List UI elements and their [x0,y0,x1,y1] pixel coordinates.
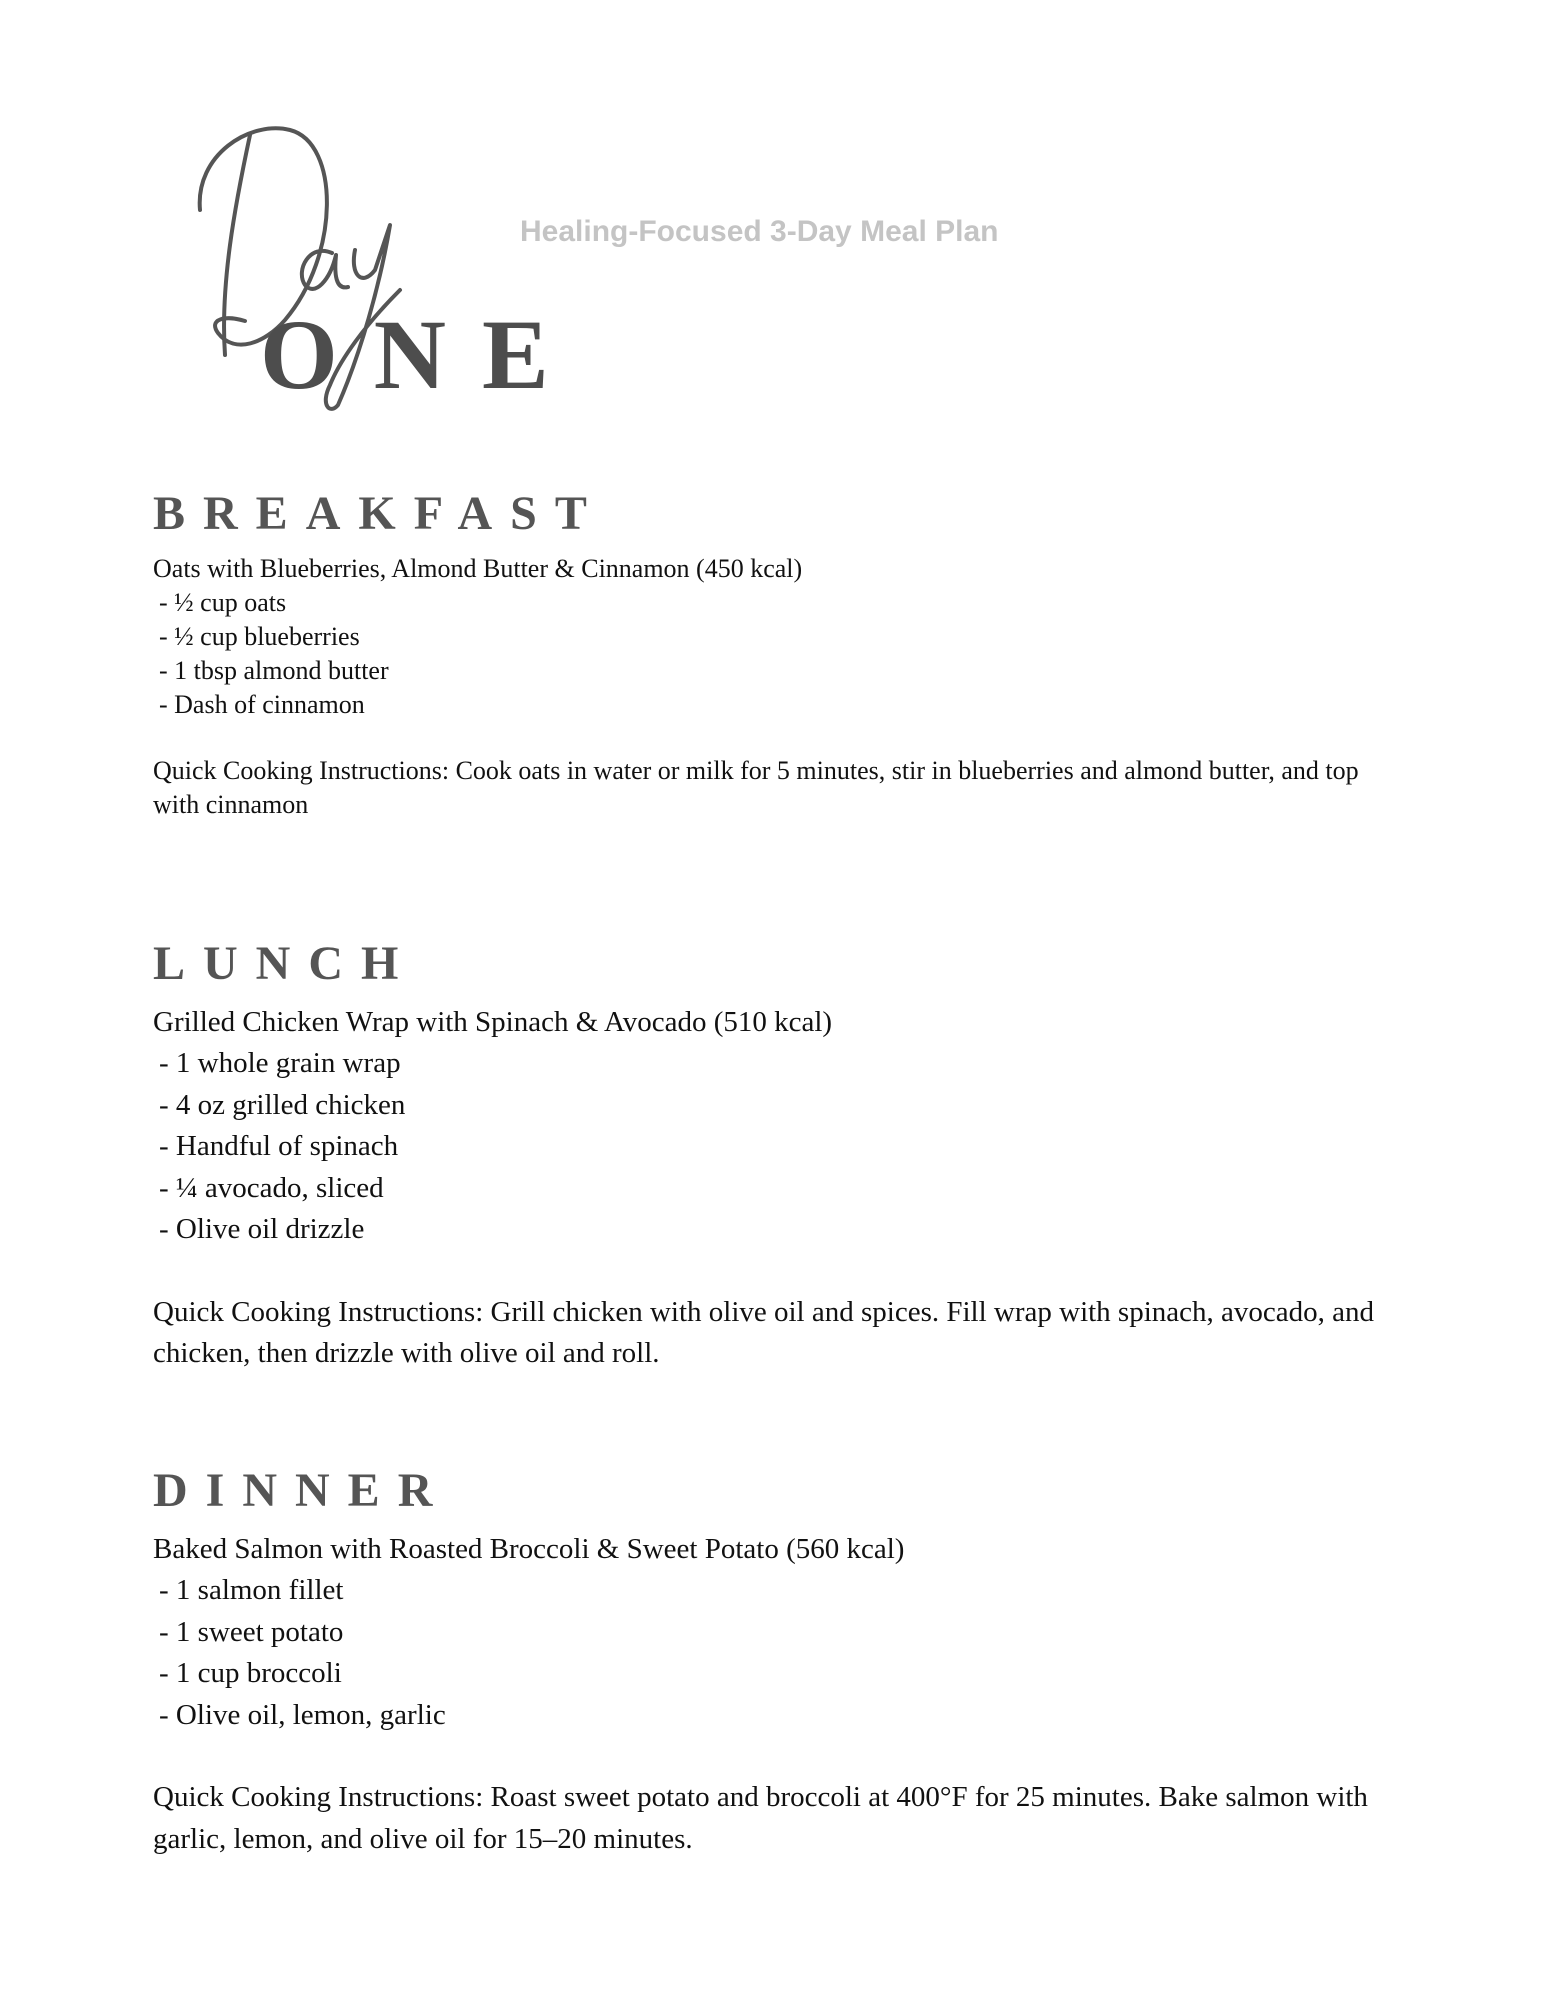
breakfast-ingredient-list [153,586,1383,722]
breakfast-instructions: Quick Cooking Instructions: Cook oats in water or milk for 5 minutes, stir in blueberries and almond butter, and top with cinnamon [153,756,1359,819]
ingredient-item: - Dash of cinnamon [159,690,365,719]
ingredient-item: - 1 whole grain wrap [159,1047,401,1079]
ingredient-item: - 1 sweet potato [159,1615,344,1648]
ingredient-item: - ½ cup oats [159,588,287,617]
dinner-heading: DINNER [153,1464,451,1517]
breakfast-meal-title: Oats with Blueberries, Almond Butter & Cinnamon (450 kcal) [153,554,803,583]
dinner-instructions: Quick Cooking Instructions: Roast sweet potato and broccoli at 400°F for 25 minutes. Bake salmon with garlic, lemon, and olive oil for 15–20 minutes. [153,1781,1368,1855]
lunch-section [153,937,1383,1375]
lunch-heading: LUNCH [153,937,417,990]
lunch-instructions: Quick Cooking Instructions: Grill chicken with olive oil and spices. Fill wrap with spinach, avocado, and chicken, then drizzle with olive oil and roll. [153,1295,1375,1369]
breakfast-heading: BREAKFAST [153,487,605,540]
dinner-section [153,1464,1383,1860]
ingredient-item: - ¼ avocado, sliced [159,1171,384,1204]
ingredient-item: - Olive oil drizzle [159,1213,365,1245]
page-header [190,115,1090,435]
ingredient-item: - Handful of spinach [159,1130,399,1162]
day-number-title: ONE [260,299,585,410]
ingredient-item: - Olive oil, lemon, garlic [159,1698,446,1731]
plan-subtitle: Healing-Focused 3-Day Meal Plan [520,215,999,248]
breakfast-section [153,487,1383,822]
ingredient-item: - 1 salmon fillet [159,1574,344,1606]
dinner-meal-title: Baked Salmon with Roasted Broccoli & Sweet Potato (560 kcal) [153,1533,905,1565]
lunch-ingredient-list [153,1043,1383,1251]
ingredient-item: - 4 oz grilled chicken [159,1088,406,1121]
lunch-meal-title: Grilled Chicken Wrap with Spinach & Avocado (510 kcal) [153,1006,833,1038]
ingredient-item: - 1 cup broccoli [159,1657,342,1689]
dinner-ingredient-list [153,1570,1383,1736]
ingredient-item: - ½ cup blueberries [159,622,360,651]
ingredient-item: - 1 tbsp almond butter [159,656,389,685]
